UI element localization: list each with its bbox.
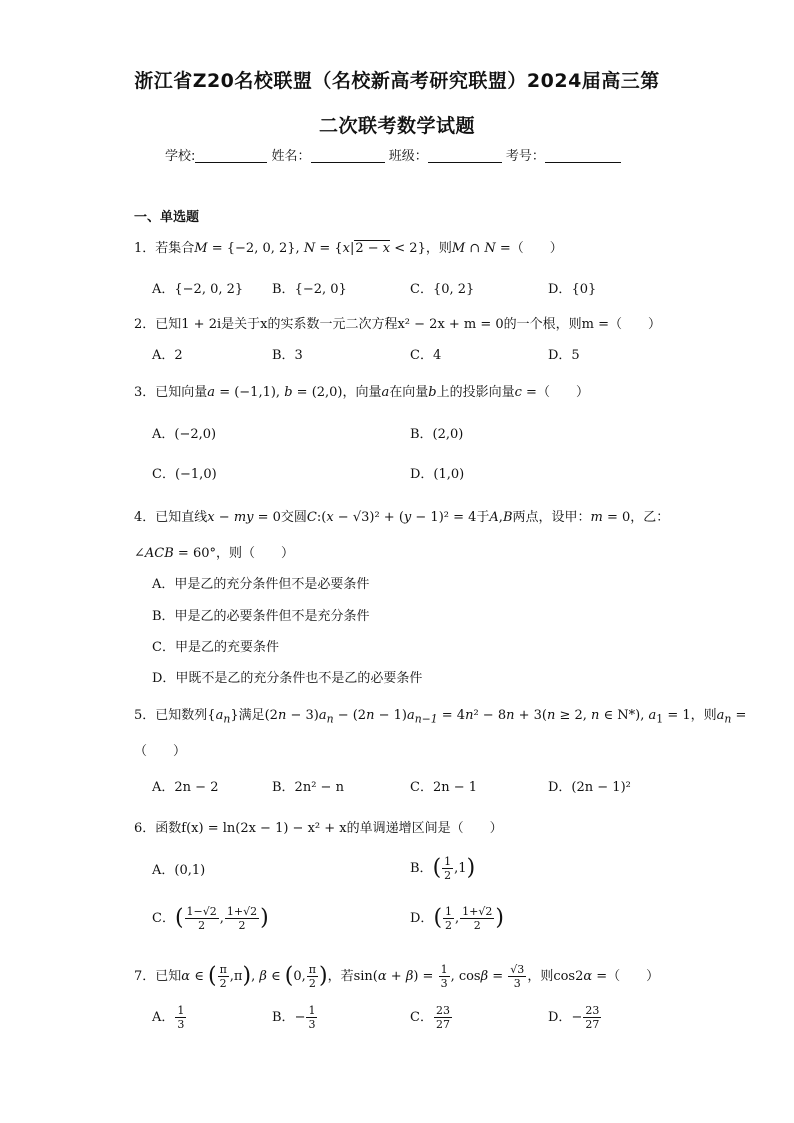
question-4-cont: ∠ACB = 60°，则（ ） [134,546,294,561]
question-7: 7．已知α ∈ ( $\frac{\pi}{2}$ ,π), β ∈ (0, $\frac{\pi}{2}$ )，若sin(α + β) = $\frac{1}{3}$ , cosβ = $\frac{√3}{3}$ ，则cos2α =（ ） [134,963,660,990]
exam-title-line1: 浙江省Z20名校联盟（名校新高考研究联盟）2024届高三第 [134,70,660,92]
question-1: 1．若集合M = {−2, 0, 2}, N = {x|2 − x < 2}，则M ∩ N =（ ） [134,241,563,256]
class-label: 班级： [388,149,428,164]
q1-option-b[interactable]: B．{−2, 0} [272,282,347,297]
q6-option-c[interactable]: C．( $\frac{1-√2}{2}$ , $\frac{1+√2}{2}$ ) [152,905,269,932]
q3-option-d[interactable]: D．(1,0) [410,467,465,482]
q6-option-b[interactable]: B．( $\frac{1}{2}$ ,1) [410,855,476,882]
name-label: 姓名： [271,149,311,164]
q2-option-d[interactable]: D．5 [548,348,580,363]
question-2 [134,316,661,334]
q5-option-c[interactable]: C．2n − 1 [410,780,478,795]
question-number: 2． [134,317,156,332]
q3-option-a[interactable]: A．(−2,0) [152,427,217,442]
q3-option-c[interactable]: C．(−1,0) [152,467,217,482]
q4-option-a[interactable]: A．甲是乙的充分条件但不是必要条件 [152,577,370,592]
q2-option-b[interactable]: B．3 [272,348,303,363]
school-blank[interactable] [195,148,267,163]
q5-option-d[interactable]: D．(2n − 1)² [548,780,631,795]
question-number: 4． [134,510,156,525]
q1-option-a[interactable]: A．{−2, 0, 2} [152,282,244,297]
question-number: 1． [134,241,156,256]
question-number: 3． [134,385,156,400]
question-number: 7． [134,969,156,984]
question-stem: 函数f(x) = ln(2x − 1) − x² + x的单调递增区间是（ ） [155,821,503,836]
name-blank[interactable] [311,148,385,163]
q4-option-b[interactable]: B．甲是乙的必要条件但不是充分条件 [152,609,370,624]
student-info-row [165,145,621,164]
q7-option-b[interactable]: B．− $\frac{1}{3}$ [272,1004,316,1031]
question-stem: 已知1 + 2i是关于x的实系数一元二次方程x² − 2x + m = 0的一个根，则m =（ ） [155,317,662,332]
q1-option-c[interactable]: C．{0, 2} [410,282,475,297]
q4-option-d[interactable]: D．甲既不是乙的充分条件也不是乙的必要条件 [152,671,423,686]
exam-number-blank[interactable] [545,148,621,163]
q7-option-c[interactable]: C． $\frac{23}{27}$ [410,1004,450,1031]
question-6 [134,820,503,838]
question-3: 3．已知向量a = (−1,1), b = (2,0)，向量a在向量b上的投影向量c =（ ） [134,385,589,400]
q6-option-d[interactable]: D．( $\frac{1}{2}$ , $\frac{1+√2}{2}$ ) [410,905,504,932]
q1-option-d[interactable]: D．{0} [548,282,597,297]
q7-option-a[interactable]: A． $\frac{1}{3}$ [152,1004,185,1031]
q7-option-d[interactable]: D．− $\frac{23}{27}$ [548,1004,600,1031]
class-blank[interactable] [428,148,502,163]
section-title: 一、单选题 [134,210,200,225]
question-5-cont: （ ） [134,744,187,759]
exam-title-line2: 二次联考数学试题 [318,115,475,137]
question-number: 6． [134,821,156,836]
q5-option-a[interactable]: A．2n − 2 [152,780,219,795]
q5-option-b[interactable]: B．2n² − n [272,780,344,795]
q4-option-c[interactable]: C．甲是乙的充要条件 [152,640,279,655]
exam-number-label: 考号： [505,149,545,164]
question-number: 5． [134,708,156,723]
question-5: 5．已知数列$\{a_n\}$满足$(2n - 3)a_n - (2n - 1)a_{n-1} = 4n^2 - 8n + 3(n \ge 2$, n ∈ N*), $a_1 = 1$，则$a_n$ = [134,708,747,726]
q3-option-b[interactable]: B．(2,0) [410,427,464,442]
q2-option-c[interactable]: C．4 [410,348,442,363]
school-label: 学校: [165,149,196,164]
q6-option-a[interactable]: A．(0,1) [152,863,206,878]
question-4: 4．已知直线x − my = 0交圆C:(x − √3)² + (y − 1)² = 4于A,B两点，设甲：m = 0，乙： [134,510,670,525]
q2-option-a[interactable]: A．2 [152,348,183,363]
